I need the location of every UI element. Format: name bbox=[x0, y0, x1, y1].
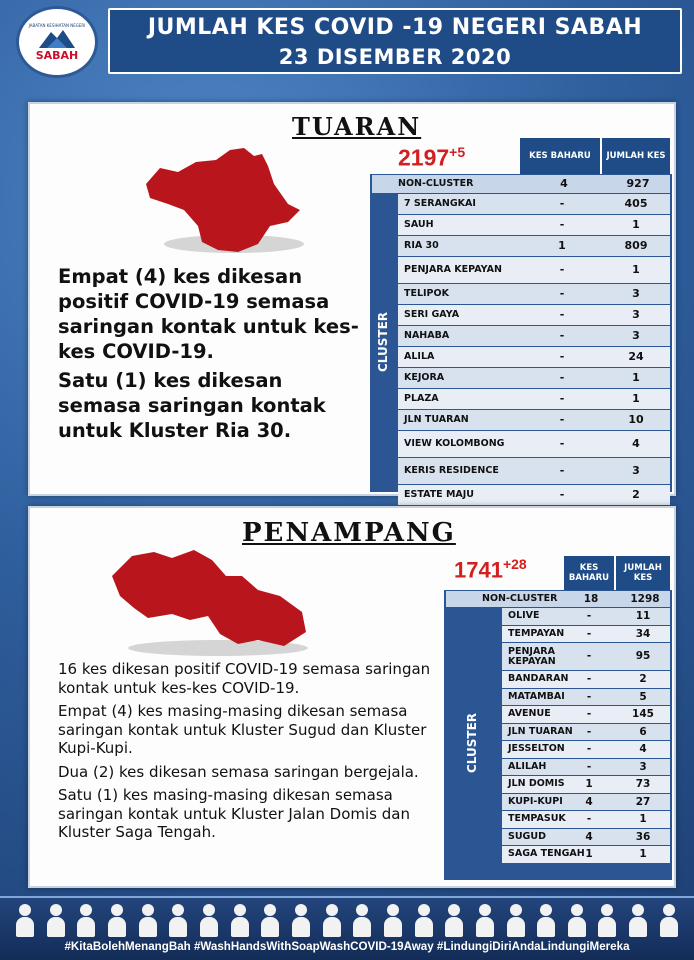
penampang-col-total: JUMLAH KES bbox=[616, 556, 670, 590]
total-cases-cell: 73 bbox=[635, 778, 651, 790]
new-cases-cell: - bbox=[586, 708, 592, 720]
row-name: JLN TUARAN bbox=[404, 414, 469, 425]
new-cases-cell: - bbox=[559, 350, 565, 363]
penampang-desc-4: Satu (1) kes masing-masing dikesan semasa saringan kontak untuk Kluster Jalan Domis dan Kluster Saga Tengah. bbox=[58, 786, 410, 841]
cluster-row bbox=[502, 829, 670, 846]
cluster-row bbox=[398, 194, 670, 214]
cluster-row bbox=[502, 626, 670, 643]
new-cases-cell: - bbox=[559, 263, 565, 276]
total-cases-cell: 927 bbox=[626, 177, 650, 190]
logo-text: SABAH bbox=[35, 48, 79, 62]
tuaran-desc-1: Empat (4) kes dikesan positif COVID-19 semasa saringan kontak untuk kes-kes COVID-19. bbox=[58, 265, 359, 363]
new-cases-cell: - bbox=[586, 743, 592, 755]
new-cases-cell: - bbox=[586, 725, 592, 738]
row-name: ESTATE MAJU bbox=[404, 489, 475, 500]
penampang-panel bbox=[28, 506, 676, 888]
frontliner-figure-icon bbox=[474, 902, 496, 938]
row-name: PLAZA bbox=[404, 393, 439, 404]
cluster-row bbox=[398, 305, 670, 325]
tuaran-cluster-label: CLUSTER bbox=[376, 311, 390, 373]
cluster-row bbox=[502, 706, 670, 723]
frontliner-figure-icon bbox=[259, 902, 281, 938]
row-name: SAUH bbox=[404, 219, 434, 230]
new-cases-cell: 4 bbox=[585, 795, 593, 808]
new-cases-cell: - bbox=[559, 218, 565, 231]
penampang-table bbox=[444, 590, 672, 880]
cluster-row bbox=[398, 215, 670, 235]
total-cases-cell: 3 bbox=[632, 464, 640, 477]
frontliner-figure-icon bbox=[137, 902, 159, 938]
frontliner-figure-icon bbox=[658, 902, 680, 938]
frontliner-figure-icon bbox=[351, 902, 373, 938]
total-cases-cell: 5 bbox=[639, 690, 647, 703]
total-cases-cell: 3 bbox=[639, 760, 647, 773]
total-cases-cell: 95 bbox=[635, 650, 651, 662]
penampang-col-new: KES BAHARU bbox=[564, 556, 614, 590]
total-cases-cell: 2 bbox=[639, 673, 647, 685]
cluster-row bbox=[502, 811, 670, 828]
tuaran-new-count: +5 bbox=[449, 144, 466, 160]
frontliner-figure-icon bbox=[45, 902, 67, 938]
row-name: VIEW KOLOMBONG bbox=[404, 438, 505, 449]
total-cases-cell: 34 bbox=[635, 627, 651, 640]
new-cases-cell: - bbox=[559, 308, 565, 321]
frontliner-figure-icon bbox=[106, 902, 128, 938]
row-name: NON-CLUSTER bbox=[398, 178, 474, 189]
total-cases-cell: 3 bbox=[632, 308, 640, 321]
tuaran-title: TUARAN bbox=[292, 112, 422, 141]
penampang-total bbox=[454, 556, 527, 583]
cluster-row bbox=[502, 671, 670, 688]
frontliner-figure-icon bbox=[75, 902, 97, 938]
new-cases-cell: - bbox=[559, 329, 565, 342]
total-cases-cell: 4 bbox=[632, 437, 640, 450]
row-name: JLN TUARAN bbox=[508, 725, 573, 737]
new-cases-cell: - bbox=[586, 673, 592, 685]
cluster-row bbox=[398, 431, 670, 457]
row-name: JESSELTON bbox=[508, 743, 565, 755]
new-cases-cell: - bbox=[559, 197, 565, 210]
frontliner-figure-icon bbox=[535, 902, 557, 938]
total-cases-cell: 809 bbox=[624, 239, 648, 252]
frontliner-figure-icon bbox=[566, 902, 588, 938]
row-name: SERI GAYA bbox=[404, 309, 460, 320]
tuaran-table bbox=[370, 174, 672, 501]
cluster-row bbox=[502, 776, 670, 793]
new-cases-cell: - bbox=[586, 760, 592, 773]
total-cases-cell: 36 bbox=[635, 830, 651, 843]
total-cases-cell: 4 bbox=[639, 743, 647, 755]
cluster-row bbox=[502, 608, 670, 625]
cluster-row bbox=[398, 236, 670, 256]
new-cases-cell: - bbox=[559, 488, 565, 501]
total-cases-cell: 2 bbox=[632, 488, 640, 501]
row-name: SAGA TENGAH bbox=[508, 848, 585, 860]
total-cases-cell: 405 bbox=[624, 197, 648, 210]
new-cases-cell: - bbox=[559, 392, 565, 405]
row-name: TEMPASUK bbox=[508, 813, 566, 825]
row-name: KERIS RESIDENCE bbox=[404, 465, 499, 476]
cluster-row bbox=[502, 846, 670, 863]
tuaran-total bbox=[398, 144, 465, 172]
cluster-row bbox=[398, 284, 670, 304]
new-cases-cell: - bbox=[559, 371, 565, 384]
tuaran-desc-2: Satu (1) kes dikesan semasa saringan kontak untuk Kluster Ria 30. bbox=[58, 369, 326, 442]
penampang-desc-1: 16 kes dikesan positif COVID-19 semasa saringan kontak untuk kes-kes COVID-19. bbox=[58, 660, 431, 697]
cluster-row bbox=[398, 257, 670, 283]
footer-hashtags: #KitaBolehMenangBah #WashHandsWithSoapWashCOVID-19Away #LindungiDiriAndaLindungiMereka bbox=[64, 940, 630, 953]
cluster-row bbox=[398, 347, 670, 367]
header-title: JUMLAH KES COVID -19 NEGERI SABAH bbox=[147, 15, 643, 40]
row-name: NON-CLUSTER bbox=[482, 593, 558, 604]
penampang-desc-3: Dua (2) kes dikesan semasa saringan bergejala. bbox=[58, 762, 419, 781]
new-cases-cell: 4 bbox=[585, 830, 593, 843]
total-cases-cell: 11 bbox=[635, 610, 651, 622]
tuaran-total-value: 2197 bbox=[398, 144, 450, 171]
frontliner-figure-icon bbox=[167, 902, 189, 938]
frontliner-figure-icon bbox=[14, 902, 36, 938]
row-name: SUGUD bbox=[508, 830, 546, 842]
cluster-row bbox=[398, 389, 670, 409]
cluster-row bbox=[398, 368, 670, 388]
new-cases-cell: 4 bbox=[560, 177, 568, 190]
total-cases-cell: 1 bbox=[639, 848, 647, 860]
row-name: PENJARA KEPAYAN bbox=[508, 645, 556, 667]
cluster-row bbox=[398, 458, 670, 484]
total-cases-cell: 1 bbox=[632, 371, 640, 384]
new-cases-cell: - bbox=[559, 413, 565, 426]
penampang-desc-2: Empat (4) kes masing-masing dikesan semasa saringan kontak untuk Kluster Sugud dan Kluster Kupi-Kupi. bbox=[58, 702, 427, 757]
cluster-row bbox=[398, 410, 670, 430]
logo-subtext: JABATAN KESIHATAN NEGERI bbox=[28, 22, 86, 28]
row-name: TELIPOK bbox=[404, 288, 449, 299]
new-cases-cell: 1 bbox=[585, 778, 593, 790]
row-name: OLIVE bbox=[508, 610, 540, 622]
tuaran-col-new: KES BAHARU bbox=[520, 138, 600, 174]
row-name: KEJORA bbox=[404, 372, 445, 383]
frontliner-figure-icon bbox=[290, 902, 312, 938]
frontliner-figure-icon bbox=[627, 902, 649, 938]
cluster-row bbox=[502, 724, 670, 741]
total-cases-cell: 3 bbox=[632, 329, 640, 342]
penampang-title: PENAMPANG bbox=[242, 518, 456, 548]
cluster-row bbox=[502, 759, 670, 776]
total-cases-cell: 10 bbox=[628, 413, 644, 426]
row-name: RIA 30 bbox=[404, 240, 439, 251]
tuaran-col-total: JUMLAH KES bbox=[602, 138, 670, 174]
new-cases-cell: 18 bbox=[583, 593, 599, 605]
new-cases-cell: - bbox=[586, 813, 592, 825]
row-name: AVENUE bbox=[508, 708, 551, 720]
penampang-description bbox=[58, 660, 438, 847]
total-cases-cell: 24 bbox=[628, 350, 644, 363]
mountain-logo-icon bbox=[37, 28, 77, 50]
page-header bbox=[108, 8, 682, 74]
penampang-map-icon bbox=[108, 546, 308, 656]
row-name: ALILAH bbox=[508, 760, 547, 772]
frontliner-figure-icon bbox=[443, 902, 465, 938]
total-cases-cell: 1298 bbox=[630, 593, 660, 605]
row-name: MATAMBAI bbox=[508, 690, 565, 702]
row-name: BANDARAN bbox=[508, 673, 569, 685]
non-cluster-row bbox=[446, 591, 670, 607]
new-cases-cell: - bbox=[559, 464, 565, 477]
row-name: KUPI-KUPI bbox=[508, 795, 563, 807]
new-cases-cell: - bbox=[559, 287, 565, 300]
row-name: 7 SERANGKAI bbox=[404, 198, 476, 209]
row-name: JLN DOMIS bbox=[508, 778, 565, 790]
row-name: NAHABA bbox=[404, 330, 450, 341]
new-cases-cell: 1 bbox=[558, 239, 566, 252]
new-cases-cell: 1 bbox=[585, 848, 593, 860]
cluster-row bbox=[502, 689, 670, 706]
total-cases-cell: 6 bbox=[639, 725, 647, 738]
cluster-row bbox=[502, 794, 670, 811]
frontliner-figure-icon bbox=[596, 902, 618, 938]
frontliner-figure-icon bbox=[413, 902, 435, 938]
footer-banner bbox=[0, 896, 694, 960]
total-cases-cell: 1 bbox=[632, 392, 640, 405]
penampang-cluster-label: CLUSTER bbox=[465, 712, 479, 774]
total-cases-cell: 145 bbox=[632, 708, 654, 720]
new-cases-cell: - bbox=[586, 610, 592, 622]
new-cases-cell: - bbox=[586, 627, 592, 640]
total-cases-cell: 3 bbox=[632, 287, 640, 300]
penampang-new-count: +28 bbox=[502, 556, 527, 572]
new-cases-cell: - bbox=[559, 437, 565, 450]
row-name: TEMPAYAN bbox=[508, 627, 565, 639]
sabah-health-logo bbox=[16, 6, 98, 78]
tuaran-map-icon bbox=[138, 146, 308, 256]
row-name: ALILA bbox=[404, 351, 435, 362]
frontliner-figure-icon bbox=[505, 902, 527, 938]
frontliner-figure-icon bbox=[382, 902, 404, 938]
cluster-row bbox=[502, 741, 670, 758]
cluster-row bbox=[398, 326, 670, 346]
row-name: PENJARA KEPAYAN bbox=[404, 264, 502, 275]
frontliner-figure-icon bbox=[321, 902, 343, 938]
new-cases-cell: - bbox=[586, 650, 592, 662]
new-cases-cell: - bbox=[586, 690, 592, 703]
cluster-row bbox=[398, 485, 670, 505]
tuaran-panel bbox=[28, 102, 676, 501]
total-cases-cell: 27 bbox=[635, 795, 651, 808]
penampang-total-value: 1741 bbox=[454, 557, 503, 583]
frontliner-figure-icon bbox=[198, 902, 220, 938]
frontliner-figure-icon bbox=[229, 902, 251, 938]
non-cluster-row bbox=[372, 175, 670, 193]
total-cases-cell: 1 bbox=[632, 263, 640, 276]
cluster-row bbox=[502, 643, 670, 670]
header-date: 23 DISEMBER 2020 bbox=[278, 45, 512, 69]
total-cases-cell: 1 bbox=[639, 813, 647, 825]
tuaran-description bbox=[58, 264, 368, 447]
total-cases-cell: 1 bbox=[632, 218, 640, 231]
frontliners-illustration bbox=[14, 902, 680, 940]
